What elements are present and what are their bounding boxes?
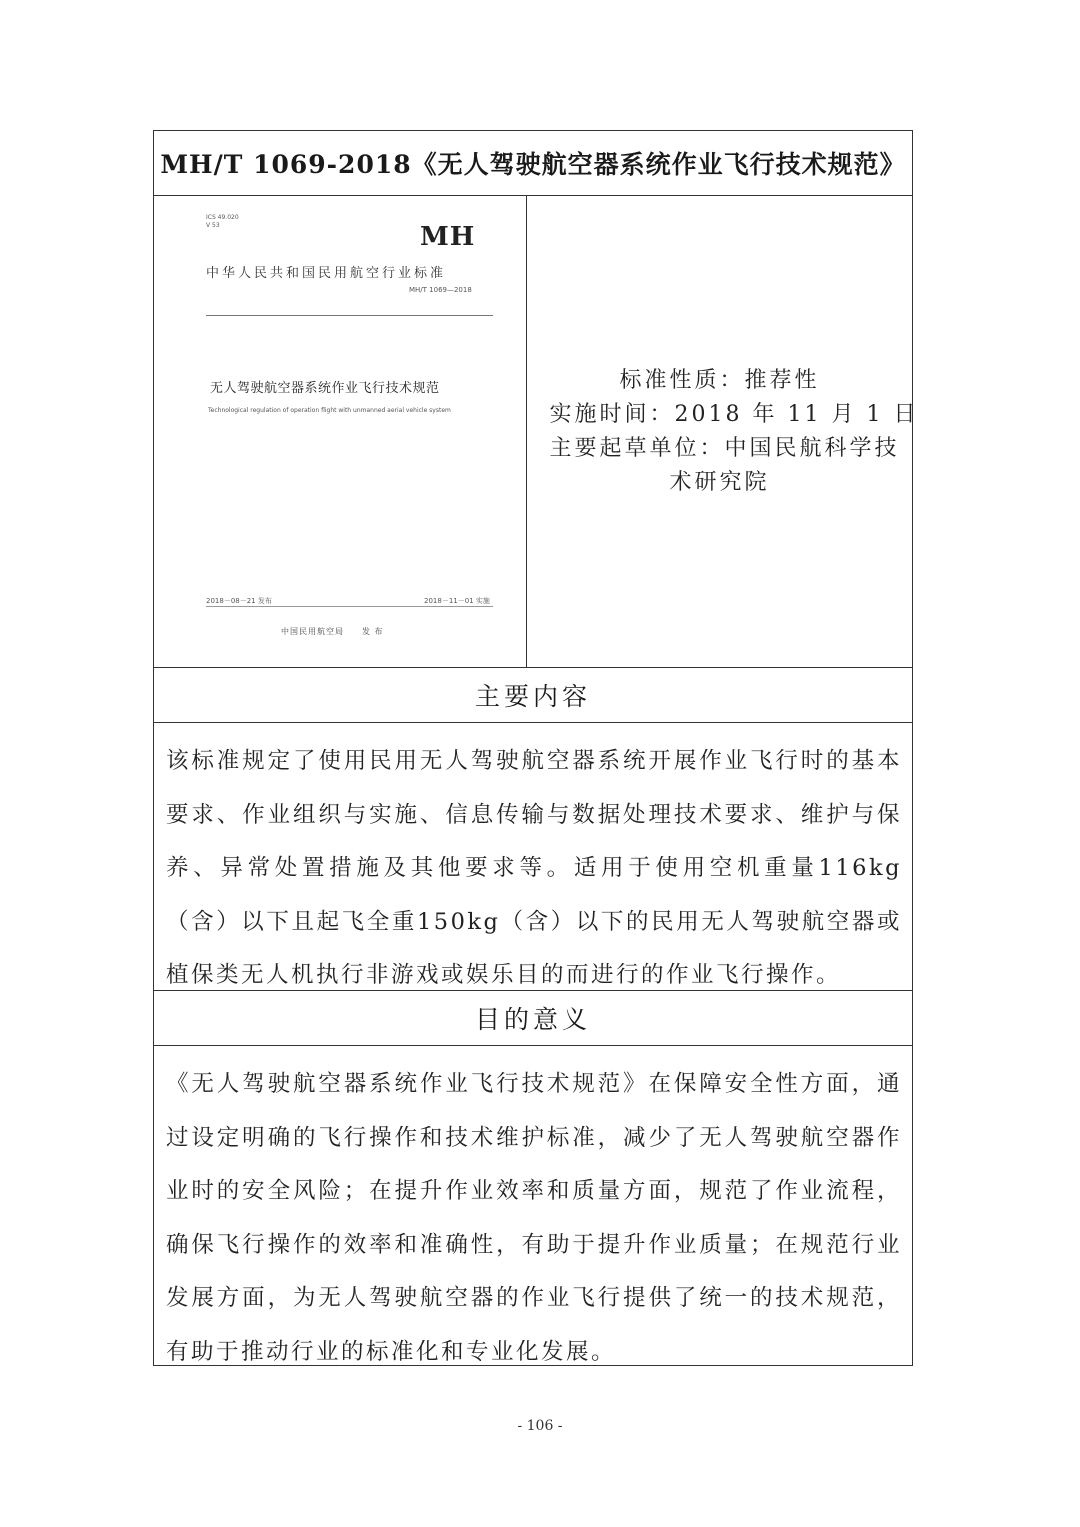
- section-heading: 目的意义: [474, 1005, 591, 1034]
- standard-table: [153, 130, 919, 1366]
- effective-date: 实施时间：2018 年 11 月 1 日: [549, 401, 919, 427]
- cover-title-en: Technological regulation of operation flight with unmanned aerial vehicle system: [208, 407, 451, 414]
- cover-bottom-divider: [206, 606, 493, 607]
- mh-logo: MH: [420, 222, 476, 252]
- section-paragraph: 《无人驾驶航空器系统作业飞行技术规范》在保障安全性方面，通过设定明确的飞行操作和技术维护标准，减少了无人驾驶航空器作业时的安全风险；在提升作业效率和质量方面，规范了作业流程，确保飞行操作的效率和准确性，有助于提升作业质量；在规范行业发展方面，为无人驾驶航空器的作业飞行提供了统一的技术规范，有助于推动行业的标准化和专业化发展。: [166, 1071, 902, 1365]
- section-heading-purpose: [154, 991, 912, 1046]
- info-row: [154, 196, 919, 668]
- standard-nature: 标准性质：推荐性: [619, 367, 820, 393]
- standard-code: MH/T 1069—2018: [409, 286, 472, 294]
- cover-title-cn: 无人驾驶航空器系统作业飞行技术规范: [210, 381, 440, 396]
- publish-date: 2018－08－21 发布: [206, 597, 272, 605]
- section-body-main-content: [154, 723, 912, 991]
- implement-date: 2018－11－01 实施: [424, 597, 490, 605]
- meta-info: [549, 364, 919, 500]
- page-number: - 106 -: [517, 1418, 563, 1434]
- cover-divider: [206, 315, 493, 316]
- cover-image-cell: [154, 196, 527, 667]
- standard-cover-thumbnail: [154, 196, 526, 667]
- title-row: [154, 131, 912, 196]
- section-body-purpose: [154, 1046, 912, 1367]
- section-heading-main-content: [154, 668, 912, 723]
- drafter-line-2: 术研究院: [669, 469, 770, 495]
- standard-category: 中华人民共和国民用航空行业标准: [206, 266, 447, 281]
- section-paragraph: 该标准规定了使用民用无人驾驶航空器系统开展作业飞行时的基本要求、作业组织与实施、信息传输与数据处理技术要求、维护与保养、异常处置措施及其他要求等。适用于使用空机重量116kg（含）以下且起飞全重150kg（含）以下的民用无人驾驶航空器或植保类无人机执行非游戏或娱乐目的而进行的作业飞行操作。: [166, 748, 902, 988]
- document-title: MH/T 1069-2018《无人驾驶航空器系统作业飞行技术规范》: [160, 150, 906, 179]
- issuer: 中国民用航空局 发 布: [281, 627, 384, 636]
- section-heading: 主要内容: [474, 682, 591, 711]
- ics-line: ICS 49.020: [206, 214, 239, 221]
- drafter-line-1: 主要起草单位：中国民航科学技: [549, 435, 900, 461]
- ics-code: [206, 214, 239, 230]
- meta-cell: [527, 196, 919, 667]
- ics-line: V 53: [206, 222, 220, 229]
